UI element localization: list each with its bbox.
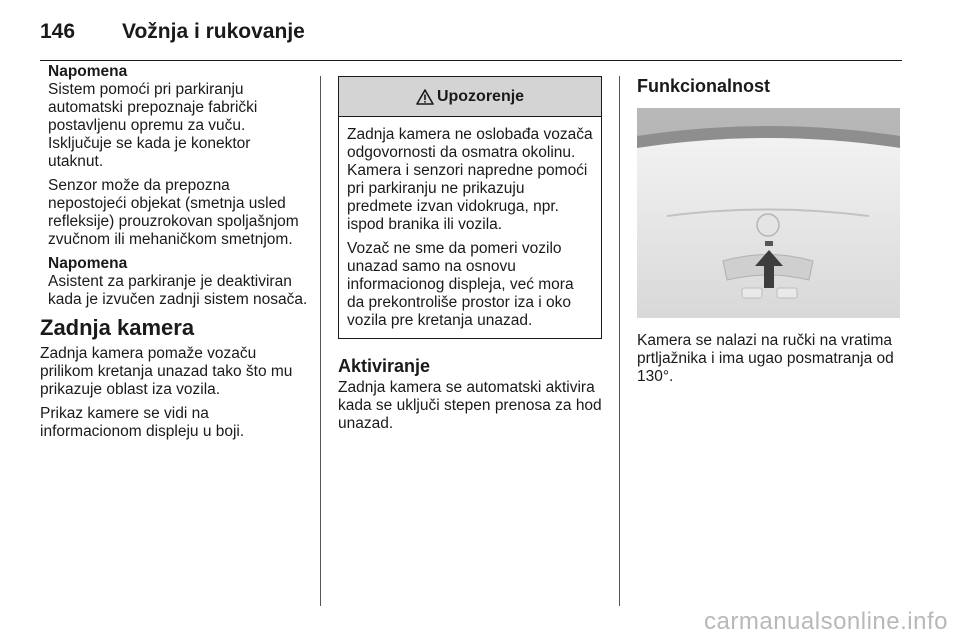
note-title: Napomena xyxy=(48,255,128,272)
subsection-title: Aktiviranje xyxy=(338,356,431,376)
warning-title: Upozorenje xyxy=(436,87,525,105)
subsection-title: Funkcionalnost xyxy=(637,76,771,96)
paragraph: Zadnja kamera se automatski aktivira kada se uključi stepen prenosa za hod unazad. xyxy=(338,379,602,432)
right-column xyxy=(637,63,901,392)
note-block xyxy=(48,63,308,309)
warning-text: Zadnja kamera ne oslobađa vozača odgovornosti da osmatra okolinu. Kamera i senzori napredne pomoći pri parkiranju ne prikazuju predmete izvan vidokruga, npr. ispod branika ili vozila. xyxy=(347,126,593,233)
page-header xyxy=(40,20,902,61)
tailgate-camera-illustration xyxy=(637,108,900,318)
note-text: Senzor može da prepozna nepostojeći objekat (smetnja usled refleksije) prouzrokovan spoljašnjom zvučnom ili mehaničkom smetnjom. xyxy=(48,177,299,248)
warning-text: Vozač ne sme da pomeri vozilo unazad samo na osnovu informacionog displeja, već mora da prekontroliše prostor iza i oko vozila pre kretanja unazad. xyxy=(347,240,574,329)
paragraph: Zadnja kamera pomaže vozaču prilikom kretanja unazad tako što mu prikazuje oblast iza vozila. xyxy=(40,345,293,398)
warning-header xyxy=(339,77,601,117)
left-column xyxy=(40,63,308,447)
note-text: Sistem pomoći pri parkiranju automatski prepoznaje fabrički postavljenu opremu za vuču. Isključuje se kada je konektor utaknut. xyxy=(48,81,258,170)
note-text: Asistent za parkiranje je deaktiviran kada je izvučen zadnji sistem nosača. xyxy=(48,273,308,308)
chapter-title: Vožnja i rukovanje xyxy=(122,20,305,43)
section-title: Zadnja kamera xyxy=(40,315,195,340)
column-divider xyxy=(320,76,321,606)
warning-icon xyxy=(416,89,434,105)
note-title: Napomena xyxy=(48,63,128,80)
paragraph: Prikaz kamere se vidi na informacionom displeju u boji. xyxy=(40,405,245,440)
image-caption: Kamera se nalazi na ručki na vratima prtljažnika i ima ugao posmatranja od 130°. xyxy=(637,332,894,385)
middle-column xyxy=(338,63,602,439)
warning-box xyxy=(338,76,602,339)
column-divider xyxy=(619,76,620,606)
watermark: carmanualsonline.info xyxy=(704,608,948,635)
warning-body xyxy=(339,117,601,338)
page-number: 146 xyxy=(40,20,76,43)
